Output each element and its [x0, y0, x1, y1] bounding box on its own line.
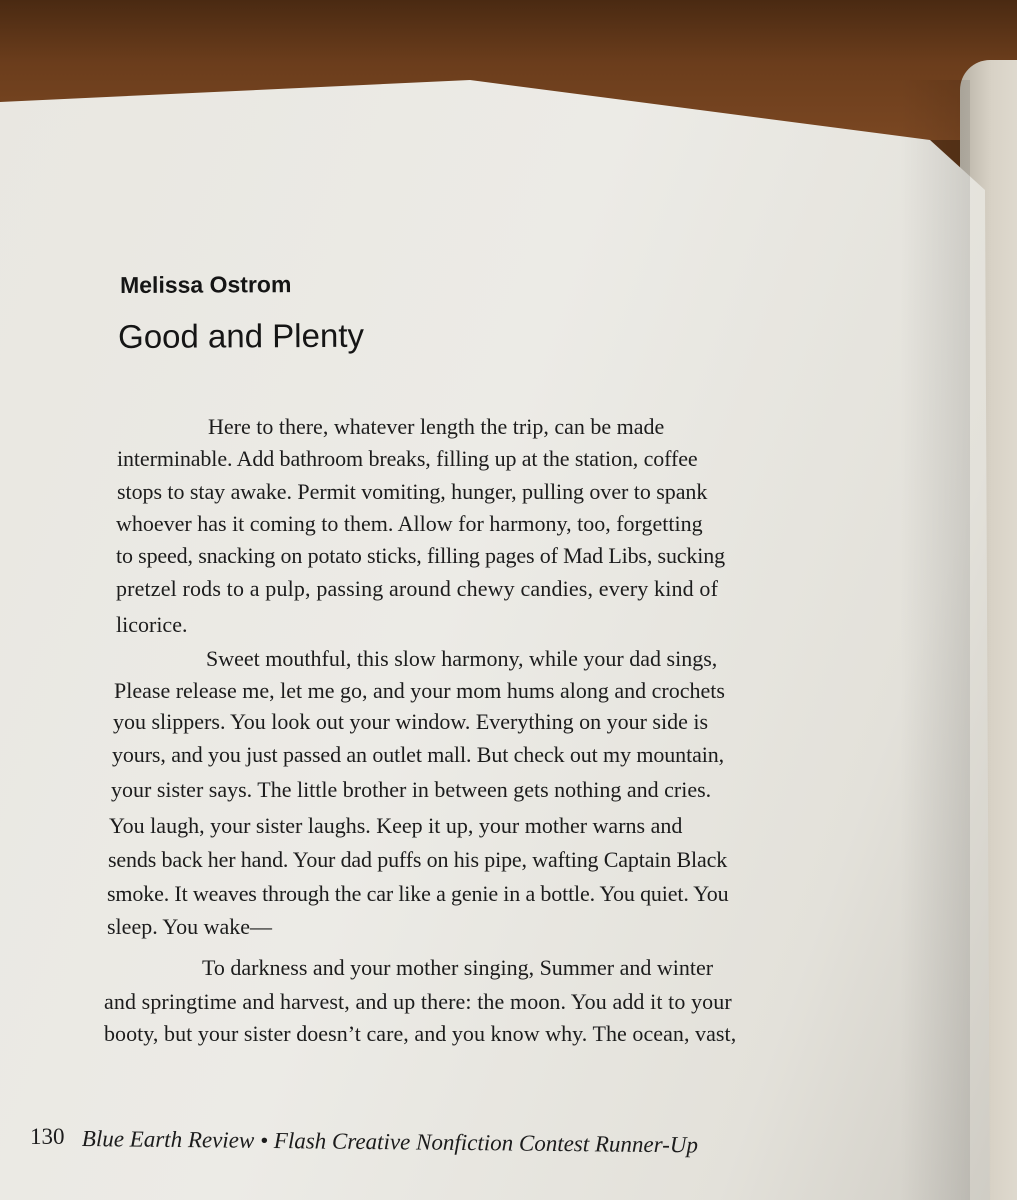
body-line: pretzel rods to a pulp, passing around chewy candies, every kind of [116, 576, 719, 601]
body-line: smoke. It weaves through the car like a genie in a bottle. You quiet. You [107, 881, 729, 906]
body-line: Sweet mouthful, this slow harmony, while your dad sings, [206, 646, 718, 671]
body-line: Here to there, whatever length the trip, can be made [208, 414, 665, 439]
body-line: interminable. Add bathroom breaks, filling up at the station, coffee [117, 446, 698, 471]
author-name: Melissa Ostrom [120, 271, 292, 298]
body-line: You laugh, your sister laughs. Keep it up, your mother warns and [109, 813, 683, 838]
body-line: To darkness and your mother singing, Summer and winter [202, 955, 714, 980]
body-line: whoever has it coming to them. Allow for harmony, too, forgetting [116, 511, 703, 536]
body-line: you slippers. You look out your window. Everything on your side is [113, 709, 709, 734]
running-footer: Blue Earth Review • Flash Creative Nonfiction Contest Runner-Up [81, 1126, 699, 1158]
body-line: licorice. [116, 612, 188, 637]
gutter-shadow [900, 80, 970, 1200]
story-title: Good and Plenty [118, 316, 365, 355]
body-line: your sister says. The little brother in between gets nothing and cries. [111, 777, 712, 802]
body-line: Please release me, let me go, and your mom hums along and crochets [114, 678, 725, 703]
body-line: to speed, snacking on potato sticks, filling pages of Mad Libs, sucking [116, 543, 725, 568]
body-line: booty, but your sister doesn’t care, and you know why. The ocean, vast, [104, 1021, 737, 1046]
body-line: sends back her hand. Your dad puffs on his pipe, wafting Captain Black [108, 847, 728, 872]
body-line: sleep. You wake— [107, 914, 272, 939]
body-line: and springtime and harvest, and up there: the moon. You add it to your [104, 989, 732, 1014]
body-line: stops to stay awake. Permit vomiting, hunger, pulling over to spank [117, 479, 708, 504]
page-number: 130 [30, 1124, 65, 1149]
body-line: yours, and you just passed an outlet mall. But check out my mountain, [112, 742, 725, 767]
